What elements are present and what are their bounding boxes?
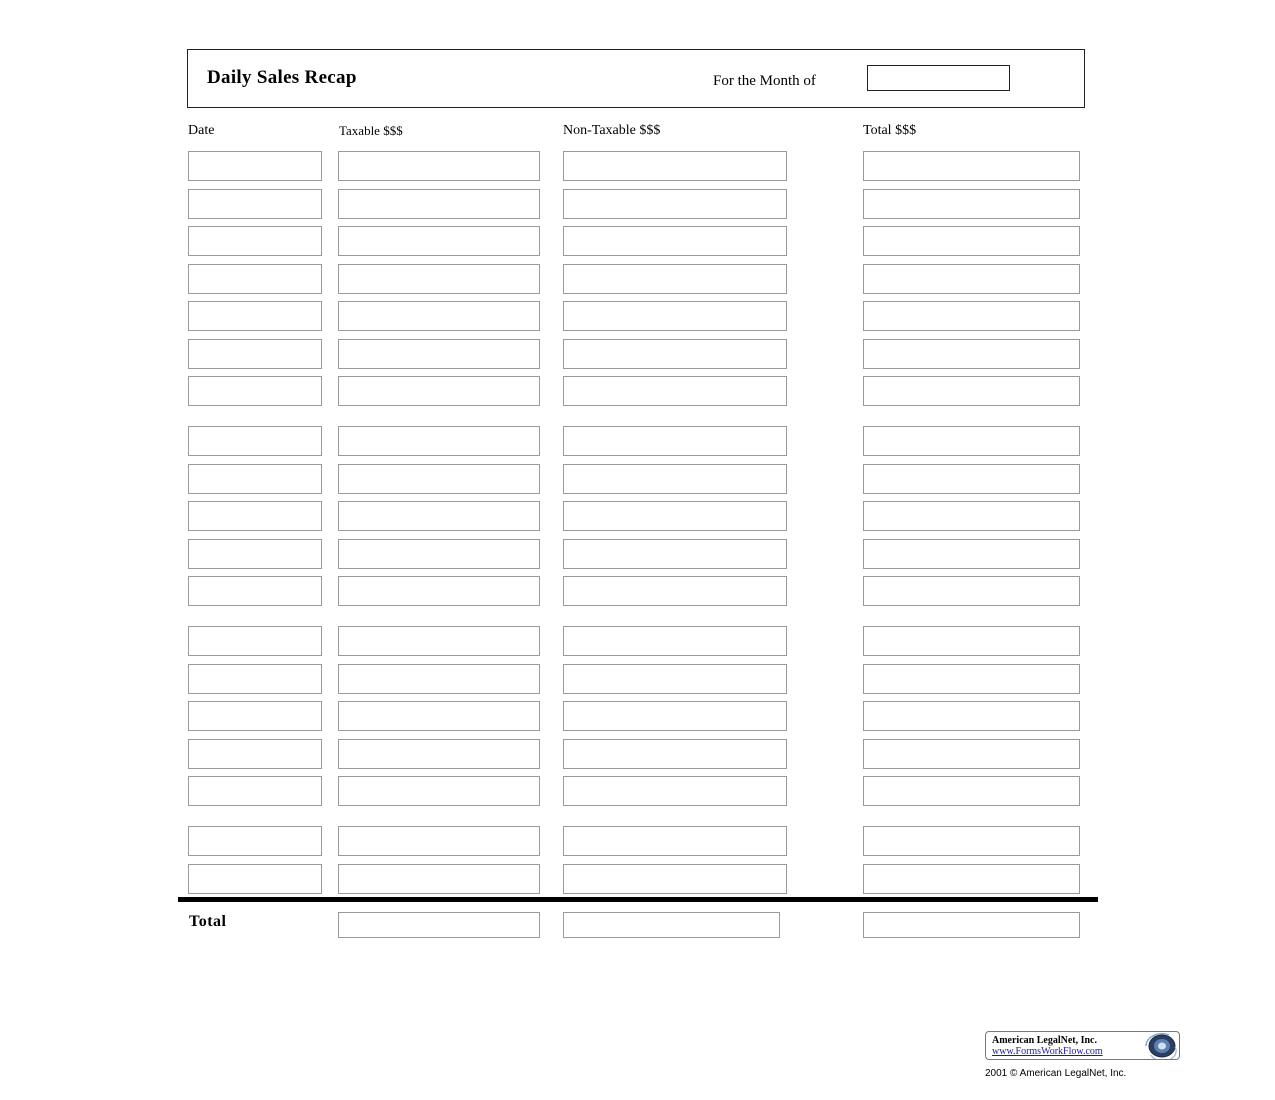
non-taxable-field[interactable] <box>563 151 787 181</box>
taxable-field[interactable] <box>338 339 540 369</box>
non-taxable-field[interactable] <box>563 826 787 856</box>
date-field[interactable] <box>188 626 322 656</box>
date-field[interactable] <box>188 426 322 456</box>
total-field[interactable] <box>863 501 1080 531</box>
total-field[interactable] <box>863 864 1080 894</box>
taxable-field[interactable] <box>338 576 540 606</box>
taxable-field[interactable] <box>338 626 540 656</box>
non-taxable-field[interactable] <box>563 339 787 369</box>
non-taxable-field[interactable] <box>563 189 787 219</box>
taxable-total-field[interactable] <box>338 912 540 938</box>
date-column-header: Date <box>188 123 215 138</box>
taxable-field[interactable] <box>338 664 540 694</box>
non-taxable-total-field[interactable] <box>563 912 780 938</box>
non-taxable-field[interactable] <box>563 626 787 656</box>
date-field[interactable] <box>188 864 322 894</box>
taxable-field[interactable] <box>338 826 540 856</box>
form-title: Daily Sales Recap <box>207 67 357 88</box>
non-taxable-field[interactable] <box>563 539 787 569</box>
non-taxable-field[interactable] <box>563 264 787 294</box>
total-field[interactable] <box>863 376 1080 406</box>
taxable-column-header: Taxable $$$ <box>339 123 403 138</box>
total-field[interactable] <box>863 576 1080 606</box>
date-field[interactable] <box>188 539 322 569</box>
non-taxable-field[interactable] <box>563 864 787 894</box>
total-field[interactable] <box>863 339 1080 369</box>
total-divider <box>178 897 1098 902</box>
taxable-field[interactable] <box>338 426 540 456</box>
total-field[interactable] <box>863 701 1080 731</box>
date-field[interactable] <box>188 151 322 181</box>
taxable-field[interactable] <box>338 464 540 494</box>
month-field[interactable] <box>867 65 1010 91</box>
non-taxable-column-header: Non-Taxable $$$ <box>563 123 661 138</box>
date-field[interactable] <box>188 826 322 856</box>
total-field[interactable] <box>863 826 1080 856</box>
total-field[interactable] <box>863 626 1080 656</box>
logo-url-link[interactable]: www.FormsWorkFlow.com <box>992 1046 1103 1057</box>
taxable-field[interactable] <box>338 264 540 294</box>
total-field[interactable] <box>863 426 1080 456</box>
taxable-field[interactable] <box>338 539 540 569</box>
date-field[interactable] <box>188 226 322 256</box>
logo-company-name: American LegalNet, Inc. <box>992 1035 1097 1046</box>
taxable-field[interactable] <box>338 301 540 331</box>
total-field[interactable] <box>863 301 1080 331</box>
total-field[interactable] <box>863 739 1080 769</box>
taxable-field[interactable] <box>338 226 540 256</box>
taxable-field[interactable] <box>338 151 540 181</box>
date-field[interactable] <box>188 339 322 369</box>
total-column-header: Total $$$ <box>863 123 917 138</box>
date-field[interactable] <box>188 189 322 219</box>
date-field[interactable] <box>188 464 322 494</box>
taxable-field[interactable] <box>338 501 540 531</box>
date-field[interactable] <box>188 701 322 731</box>
total-field[interactable] <box>863 664 1080 694</box>
date-field[interactable] <box>188 776 322 806</box>
taxable-field[interactable] <box>338 864 540 894</box>
taxable-field[interactable] <box>338 739 540 769</box>
non-taxable-field[interactable] <box>563 464 787 494</box>
taxable-field[interactable] <box>338 701 540 731</box>
non-taxable-field[interactable] <box>563 376 787 406</box>
publisher-logo <box>985 1031 1180 1060</box>
non-taxable-field[interactable] <box>563 776 787 806</box>
taxable-field[interactable] <box>338 376 540 406</box>
total-field[interactable] <box>863 151 1080 181</box>
date-field[interactable] <box>188 739 322 769</box>
date-field[interactable] <box>188 501 322 531</box>
total-field[interactable] <box>863 776 1080 806</box>
total-label: Total <box>189 913 227 930</box>
non-taxable-field[interactable] <box>563 501 787 531</box>
month-label: For the Month of <box>713 73 816 89</box>
non-taxable-field[interactable] <box>563 664 787 694</box>
date-field[interactable] <box>188 576 322 606</box>
non-taxable-field[interactable] <box>563 576 787 606</box>
total-field[interactable] <box>863 464 1080 494</box>
form-header <box>187 49 1085 108</box>
total-field[interactable] <box>863 539 1080 569</box>
taxable-field[interactable] <box>338 189 540 219</box>
total-field[interactable] <box>863 264 1080 294</box>
non-taxable-field[interactable] <box>563 301 787 331</box>
copyright-text: 2001 © American LegalNet, Inc. <box>985 1068 1127 1079</box>
date-field[interactable] <box>188 664 322 694</box>
date-field[interactable] <box>188 376 322 406</box>
date-field[interactable] <box>188 264 322 294</box>
total-field[interactable] <box>863 226 1080 256</box>
total-field[interactable] <box>863 189 1080 219</box>
non-taxable-field[interactable] <box>563 426 787 456</box>
globe-logo-icon <box>1143 1033 1177 1059</box>
non-taxable-field[interactable] <box>563 226 787 256</box>
non-taxable-field[interactable] <box>563 739 787 769</box>
date-field[interactable] <box>188 301 322 331</box>
grand-total-field[interactable] <box>863 912 1080 938</box>
taxable-field[interactable] <box>338 776 540 806</box>
non-taxable-field[interactable] <box>563 701 787 731</box>
